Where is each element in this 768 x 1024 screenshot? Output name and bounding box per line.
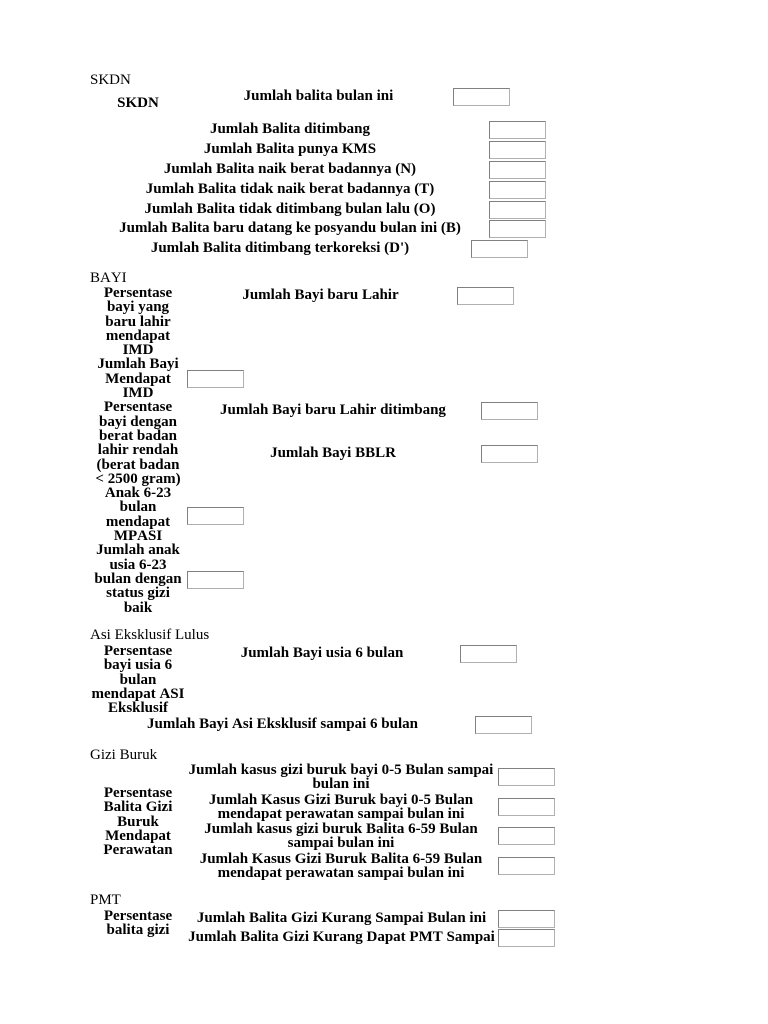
input-balita-gizi-kurang[interactable] (498, 910, 555, 928)
label-jumlah-bayi-baru-lahir: Jumlah Bayi baru Lahir (242, 287, 399, 303)
input-kasus-gizi-buruk-balita[interactable] (498, 827, 555, 845)
label-balita-gizi-kurang: Jumlah Balita Gizi Kurang Sampai Bulan ini (196, 910, 487, 926)
input-jumlah-balita-ditimbang[interactable] (489, 121, 546, 139)
input-jumlah-bayi-asi-eksklusif[interactable] (475, 716, 532, 734)
input-jumlah-balita-punya-kms[interactable] (489, 141, 546, 159)
input-jumlah-bayi-baru-lahir-ditimbang[interactable] (481, 402, 538, 420)
label-jumlah-balita-baru-datang: Jumlah Balita baru datang ke posyandu bulan ini (B) (119, 220, 461, 236)
label-jumlah-balita-ditimbang: Jumlah Balita ditimbang (209, 121, 371, 137)
label-kasus-gizi-buruk-bayi-perawatan: Jumlah Kasus Gizi Buruk bayi 0-5 Bulan mendapat perawatan sampai bulan ini (208, 792, 474, 823)
indicator-persentase-gizi-buruk: Persentase Balita Gizi Buruk Mendapat Perawatan (103, 785, 173, 859)
input-jumlah-bayi-mendapat-imd[interactable] (187, 370, 244, 388)
label-jumlah-balita-bulan-ini: Jumlah balita bulan ini (243, 88, 394, 104)
input-jumlah-balita-baru-datang[interactable] (489, 220, 546, 238)
input-jumlah-bayi-bblr[interactable] (481, 445, 538, 463)
indicator-persentase-balita-gizi: Persentase balita gizi (103, 908, 173, 939)
section-title-skdn: SKDN (90, 72, 131, 88)
input-jumlah-balita-bulan-ini[interactable] (453, 88, 510, 106)
input-jumlah-balita-naik-berat[interactable] (489, 161, 546, 179)
input-jumlah-bayi-baru-lahir[interactable] (457, 287, 514, 305)
indicator-persentase-bblr: Persentase bayi dengan berat badan lahir rendah (berat badan < 2500 gram) (95, 399, 181, 487)
skdn-group-label: SKDN (117, 95, 159, 111)
input-jumlah-bayi-usia-6-bulan[interactable] (460, 645, 517, 663)
label-jumlah-balita-tidak-naik-berat: Jumlah Balita tidak naik berat badannya (T) (145, 181, 435, 197)
label-jumlah-bayi-usia-6-bulan: Jumlah Bayi usia 6 bulan (240, 645, 404, 661)
input-kasus-gizi-buruk-bayi[interactable] (498, 768, 555, 786)
label-kasus-gizi-buruk-balita: Jumlah kasus gizi buruk Balita 6-59 Bulan sampai bulan ini (204, 821, 478, 852)
input-jumlah-balita-tidak-ditimbang[interactable] (489, 201, 546, 219)
input-anak-mendapat-mpasi[interactable] (187, 507, 244, 525)
indicator-persentase-imd: Persentase bayi yang baru lahir mendapat IMD (103, 285, 173, 359)
label-jumlah-balita-punya-kms: Jumlah Balita punya KMS (203, 141, 377, 157)
label-jumlah-balita-tidak-ditimbang: Jumlah Balita tidak ditimbang bulan lalu (O) (144, 201, 436, 217)
label-kasus-gizi-buruk-balita-perawatan: Jumlah Kasus Gizi Buruk Balita 6-59 Bulan mendapat perawatan sampai bulan ini (199, 851, 483, 882)
indicator-persentase-asi-eksklusif: Persentase bayi usia 6 bulan mendapat ASI Eksklusif (91, 643, 185, 717)
label-kasus-gizi-buruk-bayi: Jumlah kasus gizi buruk bayi 0-5 Bulan sampai bulan ini (188, 762, 494, 793)
section-title-pmt: PMT (90, 892, 121, 908)
input-kasus-gizi-buruk-balita-perawatan[interactable] (498, 857, 555, 875)
label-jumlah-bayi-baru-lahir-ditimbang: Jumlah Bayi baru Lahir ditimbang (220, 402, 446, 418)
input-anak-status-gizi-baik[interactable] (187, 571, 244, 589)
label-anak-status-gizi-baik: Jumlah anak usia 6-23 bulan dengan status gizi baik (94, 542, 182, 616)
section-title-bayi: BAYI (90, 270, 127, 286)
label-jumlah-balita-ditimbang-terkoreksi: Jumlah Balita ditimbang terkoreksi (D') (150, 240, 410, 256)
label-anak-mendapat-mpasi: Anak 6-23 bulan mendapat MPASI (104, 485, 172, 545)
section-title-asi-eksklusif: Asi Eksklusif Lulus (90, 627, 210, 643)
label-jumlah-bayi-mendapat-imd: Jumlah Bayi Mendapat IMD (97, 356, 179, 402)
label-jumlah-bayi-bblr: Jumlah Bayi BBLR (270, 445, 396, 461)
input-jumlah-balita-ditimbang-terkoreksi[interactable] (471, 240, 528, 258)
section-title-gizi-buruk: Gizi Buruk (90, 747, 158, 763)
input-kasus-gizi-buruk-bayi-perawatan[interactable] (498, 798, 555, 816)
input-jumlah-balita-tidak-naik-berat[interactable] (489, 181, 546, 199)
label-jumlah-balita-naik-berat: Jumlah Balita naik berat badannya (N) (163, 161, 417, 177)
label-balita-gizi-kurang-dapat-pmt: Jumlah Balita Gizi Kurang Dapat PMT Sampai (188, 929, 495, 945)
input-balita-gizi-kurang-dapat-pmt[interactable] (498, 929, 555, 947)
label-jumlah-bayi-asi-eksklusif: Jumlah Bayi Asi Eksklusif sampai 6 bulan (147, 716, 418, 732)
